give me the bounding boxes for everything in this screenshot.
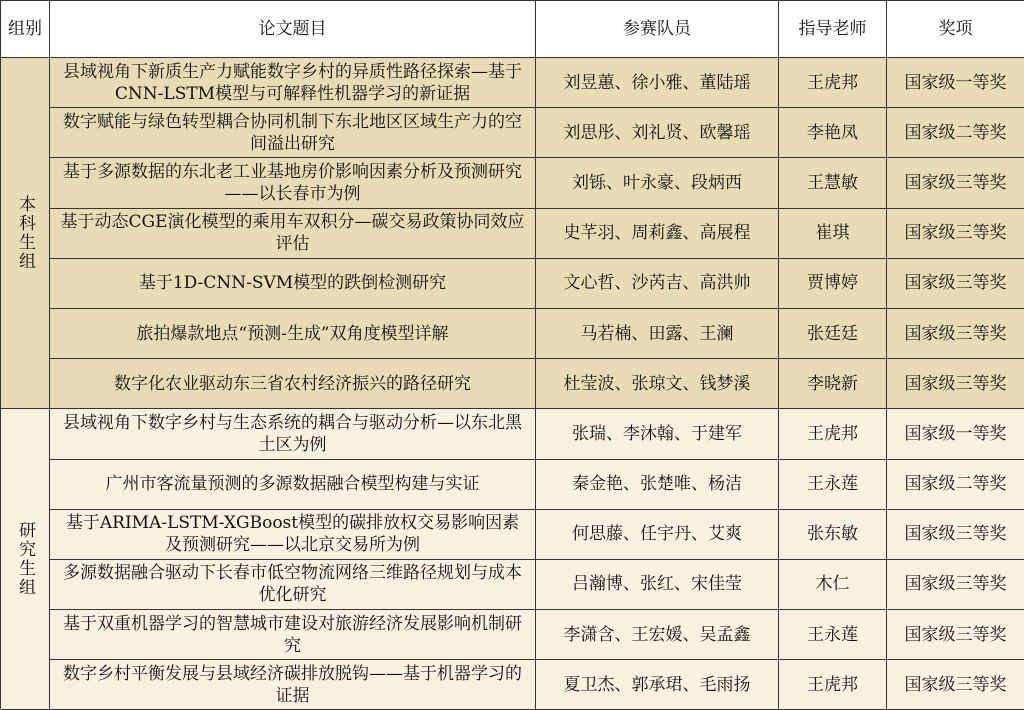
award: 国家级二等奖	[887, 460, 1024, 510]
header-advisor: 指导老师	[779, 1, 887, 58]
paper-title: 基于多源数据的东北老工业基地房价影响因素分析及预测研究 ——以长春市为例	[50, 158, 536, 208]
team-members: 刘昱蕙、徐小雅、董陆瑶	[536, 58, 779, 108]
team-members: 吕瀚博、张红、宋佳莹	[536, 560, 779, 610]
award: 国家级三等奖	[887, 359, 1024, 409]
advisor: 王虎邦	[779, 660, 887, 710]
team-members: 张瑞、李沐翰、于建军	[536, 409, 779, 459]
advisor: 王虎邦	[779, 58, 887, 108]
paper-title: 基于1D-CNN-SVM模型的跌倒检测研究	[50, 259, 536, 309]
paper-title: 县域视角下数字乡村与生态系统的耦合与驱动分析—以东北黑土区为例	[50, 409, 536, 459]
paper-title: 县域视角下新质生产力赋能数字乡村的异质性路径探索—基于CNN-LSTM模型与可解释性机器学习的新证据	[50, 58, 536, 108]
award: 国家级二等奖	[887, 108, 1024, 158]
team-members: 史芊羽、周莉鑫、高展程	[536, 209, 779, 259]
team-members: 刘思彤、刘礼贤、欧馨瑶	[536, 108, 779, 158]
paper-title: 旅拍爆款地点“预测-生成”双角度模型详解	[50, 309, 536, 359]
group-undergraduate: 本科生组	[1, 58, 50, 409]
paper-title: 数字乡村平衡发展与县域经济碳排放脱钩——基于机器学习的证据	[50, 660, 536, 710]
advisor: 王虎邦	[779, 409, 887, 459]
advisor: 王永莲	[779, 610, 887, 660]
advisor: 张东敏	[779, 510, 887, 560]
team-members: 文心哲、沙芮吉、高洪帅	[536, 259, 779, 309]
advisor: 张廷廷	[779, 309, 887, 359]
award: 国家级三等奖	[887, 560, 1024, 610]
team-members: 李潇含、王宏媛、吴孟鑫	[536, 610, 779, 660]
paper-title: 基于ARIMA-LSTM-XGBoost模型的碳排放权交易影响因素及预测研究——以北京交易所为例	[50, 510, 536, 560]
advisor: 王慧敏	[779, 158, 887, 208]
paper-title: 数字赋能与绿色转型耦合协同机制下东北地区区域生产力的空间溢出研究	[50, 108, 536, 158]
award: 国家级三等奖	[887, 510, 1024, 560]
team-members: 刘铄、叶永豪、段炳西	[536, 158, 779, 208]
paper-title: 多源数据融合驱动下长春市低空物流网络三维路径规划与成本优化研究	[50, 560, 536, 610]
award: 国家级三等奖	[887, 209, 1024, 259]
award: 国家级三等奖	[887, 259, 1024, 309]
award: 国家级一等奖	[887, 409, 1024, 459]
paper-title: 基于动态CGE演化模型的乘用车双积分—碳交易政策协同效应评估	[50, 209, 536, 259]
paper-title: 基于双重机器学习的智慧城市建设对旅游经济发展影响机制研究	[50, 610, 536, 660]
team-members: 马若楠、田露、王澜	[536, 309, 779, 359]
team-members: 夏卫杰、郭承珺、毛雨扬	[536, 660, 779, 710]
header-award: 奖项	[887, 1, 1024, 58]
award: 国家级一等奖	[887, 58, 1024, 108]
team-members: 秦金艳、张楚唯、杨洁	[536, 460, 779, 510]
advisor: 崔琪	[779, 209, 887, 259]
header-group: 组别	[1, 1, 50, 58]
advisor: 李晓新	[779, 359, 887, 409]
advisor: 贾博婷	[779, 259, 887, 309]
team-members: 杜莹波、张琼文、钱梦溪	[536, 359, 779, 409]
award: 国家级三等奖	[887, 660, 1024, 710]
team-members: 何思藤、任宇丹、艾爽	[536, 510, 779, 560]
header-members: 参赛队员	[536, 1, 779, 58]
advisor: 李艳凤	[779, 108, 887, 158]
award: 国家级三等奖	[887, 158, 1024, 208]
advisor: 王永莲	[779, 460, 887, 510]
advisor: 木仁	[779, 560, 887, 610]
group-graduate: 研究生组	[1, 409, 50, 710]
header-title: 论文题目	[50, 1, 536, 58]
paper-title: 数字化农业驱动东三省农村经济振兴的路径研究	[50, 359, 536, 409]
award: 国家级三等奖	[887, 309, 1024, 359]
paper-title: 广州市客流量预测的多源数据融合模型构建与实证	[50, 460, 536, 510]
award: 国家级三等奖	[887, 610, 1024, 660]
